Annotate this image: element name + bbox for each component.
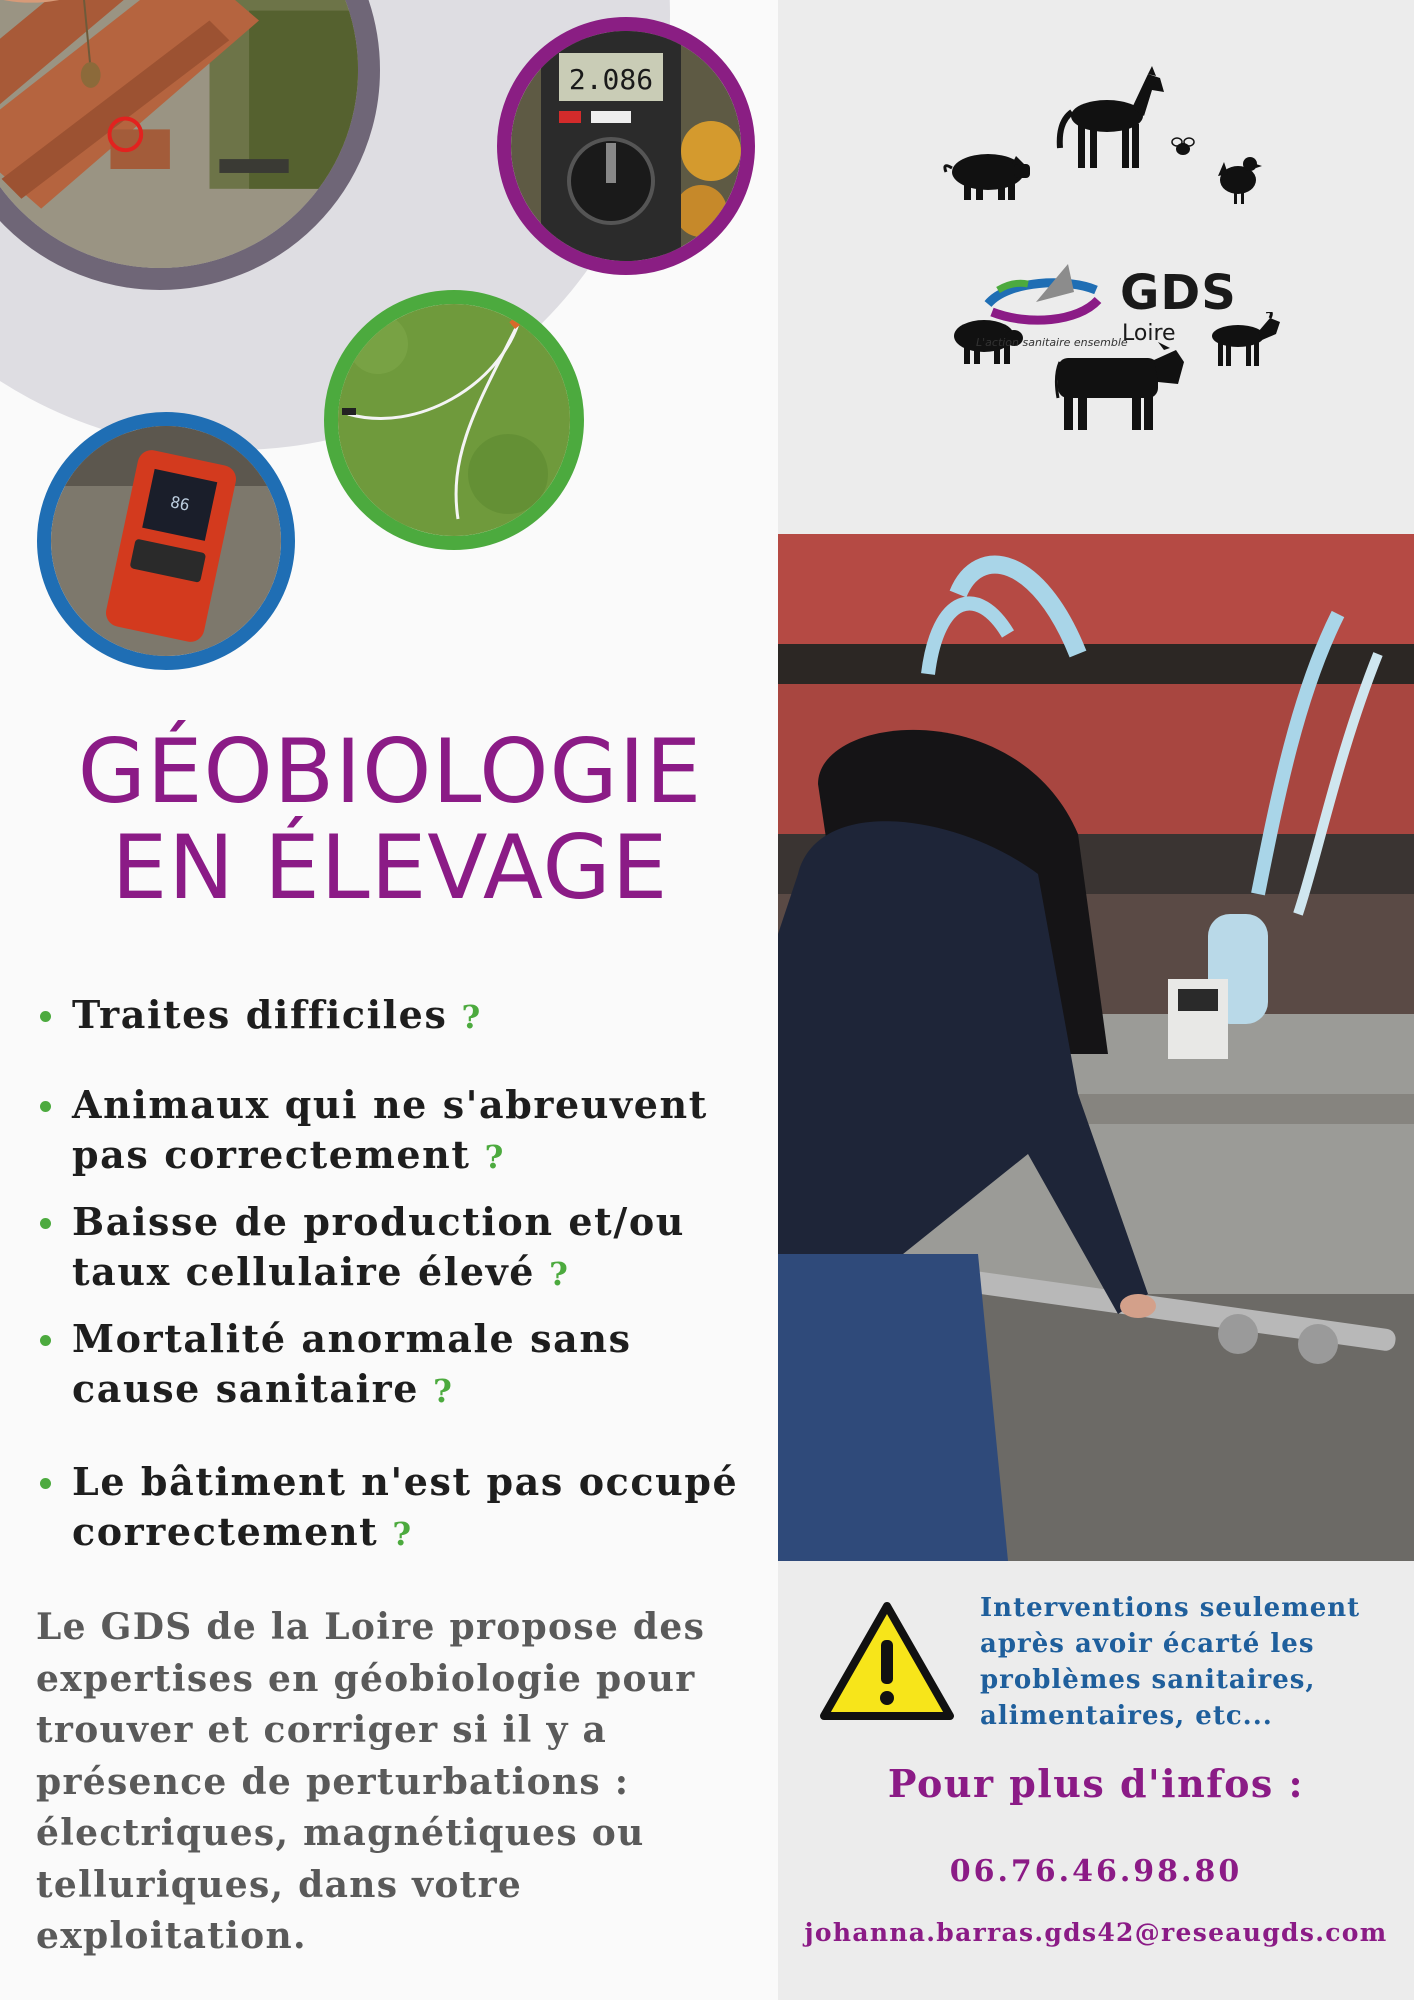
grass-wire-photo [338, 304, 570, 536]
pig-icon [938, 144, 1034, 204]
question-mark: ? [549, 1255, 570, 1293]
title-line-1: GÉOBIOLOGIE [77, 720, 703, 823]
page-title [20, 720, 760, 919]
list-item: Traites difficiles ? [36, 990, 776, 1042]
list-item: Animaux qui ne s'abreuvent pas correctement ? [36, 1080, 776, 1182]
question-mark: ? [433, 1372, 454, 1410]
logo-gds-text: GDS [1120, 265, 1237, 321]
bullet-dot [40, 1478, 51, 1489]
logo-region-text: Loire [1122, 321, 1176, 346]
gds-logo [930, 60, 1290, 440]
list-item: Le bâtiment n'est pas occupé correctement ? [36, 1457, 776, 1559]
warning-text: Interventions seulement après avoir écarté les problèmes sanitaires, alimentaires, etc... [980, 1593, 1361, 1731]
measuring-device-photo [51, 426, 281, 656]
multimeter-photo [511, 31, 741, 261]
aerial-photo [0, 0, 358, 268]
question-mark: ? [461, 998, 482, 1036]
bullet-dot [40, 1335, 51, 1346]
multimeter-photo-circle [497, 17, 755, 275]
logo-tagline: L'action sanitaire ensemble [976, 336, 1128, 349]
svg-text:86: 86 [168, 492, 192, 515]
bullet-dot [40, 1218, 51, 1229]
warning-icon [818, 1600, 956, 1724]
milking-parlour-scene [778, 534, 1414, 1561]
measuring-device-photo-circle [37, 412, 295, 670]
contact-heading: Pour plus d'infos : [887, 1761, 1305, 1806]
description-paragraph: Le GDS de la Loire propose des expertises en géobiologie pour trouver et corriger si il y a présence de perturbations : électriques, magnétiques ou telluriques, dans votre exploitation. [36, 1606, 706, 1957]
question-mark: ? [484, 1138, 505, 1176]
contact-phone[interactable]: 06.76.46.98.80 [949, 1854, 1243, 1889]
contact-email[interactable]: johanna.barras.gds42@reseaugds.com [804, 1918, 1388, 1947]
bullet-dot [40, 1011, 51, 1022]
horse-icon [1052, 64, 1170, 174]
svg-text:2.086: 2.086 [568, 63, 654, 96]
grass-wire-photo-circle [324, 290, 584, 550]
list-item: Mortalité anormale sans cause sanitaire ? [36, 1314, 776, 1416]
bee-icon [1170, 136, 1196, 158]
list-item: Baisse de production et/ou taux cellulaire élevé ? [36, 1197, 776, 1299]
question-mark: ? [392, 1515, 413, 1553]
bullet-dot [40, 1101, 51, 1112]
hen-icon [1214, 152, 1262, 206]
milking-parlour-photo [778, 534, 1414, 1561]
gds-logo-mark [978, 260, 1108, 330]
title-line-2: EN ÉLEVAGE [111, 816, 669, 919]
cow-icon [1054, 340, 1186, 432]
